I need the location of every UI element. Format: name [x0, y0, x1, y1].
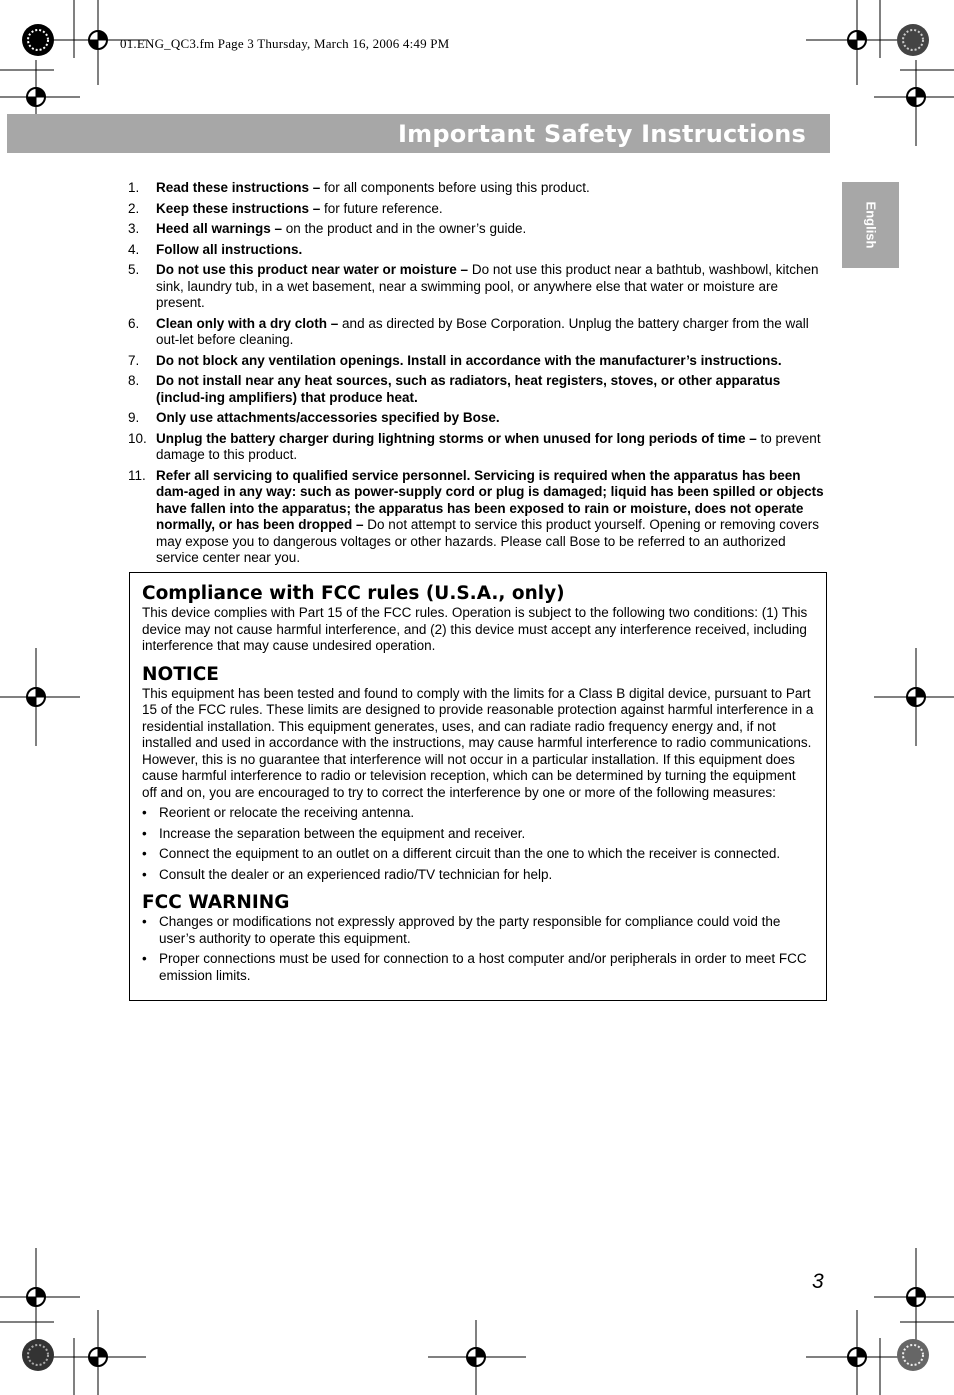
item-number: 2. [128, 200, 140, 216]
list-item [142, 951, 814, 984]
notice-text: This equipment has been tested and found to comply with the limits for a Class B digital device, pursuant to Part 15 of the FCC rules. These limits are designed to provide reasonable protection against harmful interference in a residential installation. This equipment generates, uses, and can radiate radio frequency energy and, if not installed and used in accordance with the instructions, may cause harmful interference to radio communications. However, this is no guarantee that interference will not occur in a particular installation. If this equipment does cause harmful interference to radio or television reception, which can be determined by turning the equipment off and on, you are encouraged to try to correct the interference by one or more of the following measures: [142, 685, 814, 800]
measures-list [142, 805, 814, 883]
page-number: 3 [812, 1270, 824, 1293]
measure-text: Increase the separation between the equipment and receiver. [159, 825, 526, 841]
bullet-icon: • [142, 805, 147, 820]
list-item [128, 180, 828, 197]
item-number: 10. [128, 430, 147, 446]
warning-text: Proper connections must be used for connection to a host computer and/or peripherals in order to meet FCC emission limits. [159, 951, 807, 983]
warning-text: Changes or modifications not expressly approved by the party responsible for compliance could void the user’s authority to operate this equipment. [159, 914, 781, 946]
item-text: for future reference. [320, 200, 443, 216]
list-item [128, 431, 828, 464]
item-number: 11. [128, 467, 146, 483]
item-text: Do not attempt to service this product yourself. Opening or removing covers may expose you to dangerous voltages or other hazards. Please call Bose to be referred to an authorized service center near you. [156, 517, 820, 565]
item-text: Do not use this product near a bathtub, washbowl, kitchen sink, laundry tub, in a wet basement, near a swimming pool, or anywhere else that water or moisture are present. [156, 262, 819, 310]
list-item [142, 867, 814, 884]
file-slug: 01.ENG_QC3.fm Page 3 Thursday, March 16, 2006 4:49 PM [120, 36, 450, 51]
safety-instructions-list [128, 180, 828, 571]
item-text: and as directed by Bose Corporation. Unplug the battery charger from the wall out-let before cleaning. [156, 315, 809, 347]
item-number: 5. [128, 262, 140, 277]
item-lead: Clean only with a dry cloth – [156, 315, 339, 331]
item-lead: Heed all warnings – [156, 221, 283, 236]
item-number: 8. [128, 373, 140, 388]
fcc-compliance-box [129, 572, 827, 1001]
item-text: on the product and in the owner’s guide. [282, 221, 527, 236]
list-item [128, 468, 828, 567]
fcc-warning-heading: FCC WARNING [142, 892, 290, 913]
list-item [142, 914, 814, 947]
list-item [142, 826, 814, 843]
list-item [128, 242, 828, 259]
measure-text: Connect the equipment to an outlet on a different circuit than the one to which the receiver is connected. [159, 846, 781, 861]
list-item [128, 221, 828, 238]
item-lead: Only use attachments/accessories specified by Bose. [156, 410, 500, 425]
item-lead: Unplug the battery charger during lightning storms or when unused for long periods of time – [156, 430, 757, 446]
list-item [128, 353, 828, 370]
bullet-icon: • [142, 914, 147, 929]
title-bar [7, 114, 830, 153]
item-text: for all components before using this product. [320, 180, 590, 195]
item-lead: Refer all servicing to qualified service personnel. Servicing is required when the apparatus has been dam-aged in any way: such as power-supply cord or plug is damaged; liquid has been spilled or objects have fallen into the apparatus; the apparatus has been exposed to rain or moisture, does not operate normally, or has been dropped – [156, 467, 824, 532]
measure-text: Reorient or relocate the receiving antenna. [159, 805, 415, 820]
item-lead: Keep these instructions – [156, 200, 321, 216]
list-item [142, 805, 814, 822]
item-lead: Read these instructions – [156, 180, 321, 195]
language-tab-label: English [863, 201, 878, 249]
item-lead: Do not block any ventilation openings. Install in accordance with the manufacturer’s instructions. [156, 352, 782, 368]
list-item [128, 410, 828, 427]
item-number: 7. [128, 352, 140, 368]
fcc-heading: Compliance with FCC rules (U.S.A., only) [142, 583, 565, 604]
measure-text: Consult the dealer or an experienced radio/TV technician for help. [159, 866, 553, 882]
warnings-list [142, 914, 814, 984]
item-number: 3. [128, 221, 140, 236]
bullet-icon: • [142, 866, 147, 882]
language-tab [842, 182, 899, 268]
list-item [128, 262, 828, 312]
bullet-icon: • [142, 846, 147, 861]
item-lead: Follow all instructions. [156, 241, 303, 257]
item-number: 4. [128, 241, 140, 257]
list-item [142, 846, 814, 863]
item-number: 1. [128, 180, 140, 195]
list-item [128, 201, 828, 218]
list-item [128, 373, 828, 406]
bullet-icon: • [142, 825, 147, 841]
list-item [128, 316, 828, 349]
item-lead: Do not install near any heat sources, such as radiators, heat registers, stoves, or other apparatus (includ-ing amplifiers) that produce heat. [156, 373, 781, 405]
item-text: to prevent damage to this product. [156, 430, 821, 462]
item-number: 6. [128, 315, 140, 331]
page-title: Important Safety Instructions [398, 120, 806, 148]
item-number: 9. [128, 410, 140, 425]
fcc-intro: This device complies with Part 15 of the FCC rules. Operation is subject to the following two conditions: (1) This device may not cause harmful interference, and (2) this device must accept any interference received, including interference that may cause undesired operation. [142, 605, 808, 653]
notice-heading: NOTICE [142, 663, 219, 685]
item-lead: Do not use this product near water or moisture – [156, 262, 469, 277]
bullet-icon: • [142, 951, 147, 966]
